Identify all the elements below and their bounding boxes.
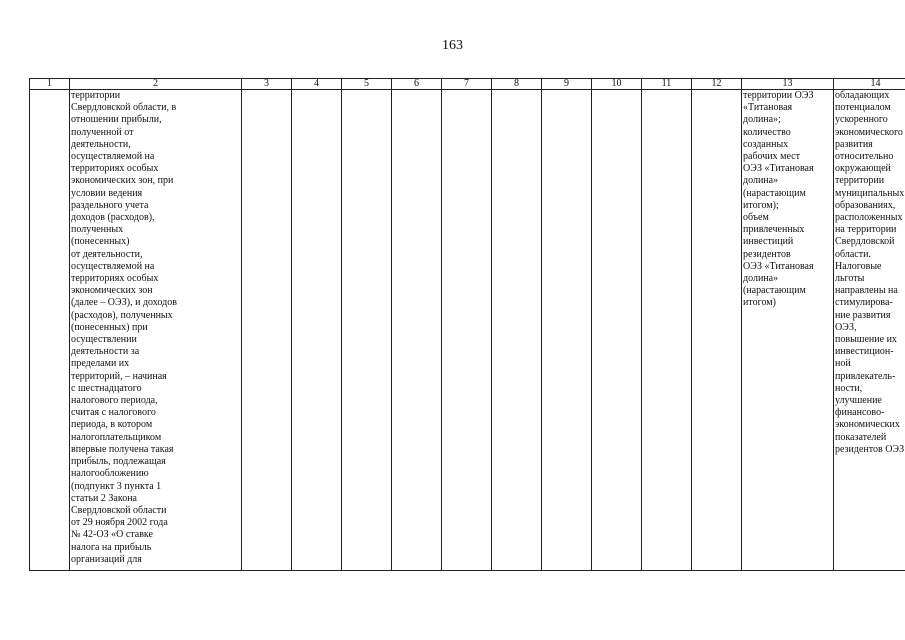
header-cell: 12 xyxy=(692,79,742,90)
header-cell: 9 xyxy=(542,79,592,90)
header-cell: 14 xyxy=(834,79,905,90)
page-number: 163 xyxy=(442,38,463,53)
header-cell: 3 xyxy=(242,79,292,90)
header-cell: 6 xyxy=(392,79,442,90)
table-cell xyxy=(592,90,642,571)
table-cell xyxy=(242,90,292,571)
table-row xyxy=(30,90,905,571)
table-cell xyxy=(292,90,342,571)
header-cell: 1 xyxy=(30,79,70,90)
table-cell xyxy=(642,90,692,571)
data-table xyxy=(29,78,905,571)
table-cell xyxy=(542,90,592,571)
header-cell: 8 xyxy=(492,79,542,90)
header-cell: 4 xyxy=(292,79,342,90)
table-cell xyxy=(342,90,392,571)
header-cell: 11 xyxy=(642,79,692,90)
header-cell: 13 xyxy=(742,79,834,90)
table-cell xyxy=(30,90,70,571)
table-cell-indicators: территории ОЭЗ «Титановая долина»; количество созданных рабочих мест ОЭЗ «Титановая долина» (нарастающим итогом); объем привлеченных инвестиций резидентов ОЭЗ «Титановая долина» (нарастающим итогом) xyxy=(742,90,834,571)
table-cell xyxy=(392,90,442,571)
table-cell xyxy=(442,90,492,571)
table-cell xyxy=(492,90,542,571)
header-cell: 2 xyxy=(70,79,242,90)
header-cell: 10 xyxy=(592,79,642,90)
header-cell: 5 xyxy=(342,79,392,90)
table-cell xyxy=(692,90,742,571)
table-cell-description: территории Свердловской области, в отношении прибыли, полученной от деятельности, осуществляемой на территориях особых экономических зон, при условии ведения раздельного учета доходов (расходов), полученных (понесенных) от деятельности, осуществляемой на территориях особых экономических зон (далее – ОЭЗ), и доходов (расходов), полученных (понесенных) при осуществлении деятельности за пределами их территорий, – начиная с шестнадцатого налогового периода, считая с налогового периода, в котором налогоплательщиком впервые получена такая прибыль, подлежащая налогообложению (подпункт 3 пункта 1 статьи 2 Закона Свердловской области от 29 ноября 2002 года № 42-ОЗ «О ставке налога на прибыль организаций для xyxy=(70,90,242,571)
header-row xyxy=(30,79,905,90)
header-cell: 7 xyxy=(442,79,492,90)
table-cell-goals: обладающих потенциалом ускоренного экономического развития относительно окружающей территории муниципальных образованиях, расположенных на территории Свердловской области. Налоговые льготы направлены на стимулирова- ние развития ОЭЗ, повышение их инвестицион- ной привлекатель- ности, улучшение финансово- экономических показателей резидентов ОЭЗ xyxy=(834,90,905,571)
